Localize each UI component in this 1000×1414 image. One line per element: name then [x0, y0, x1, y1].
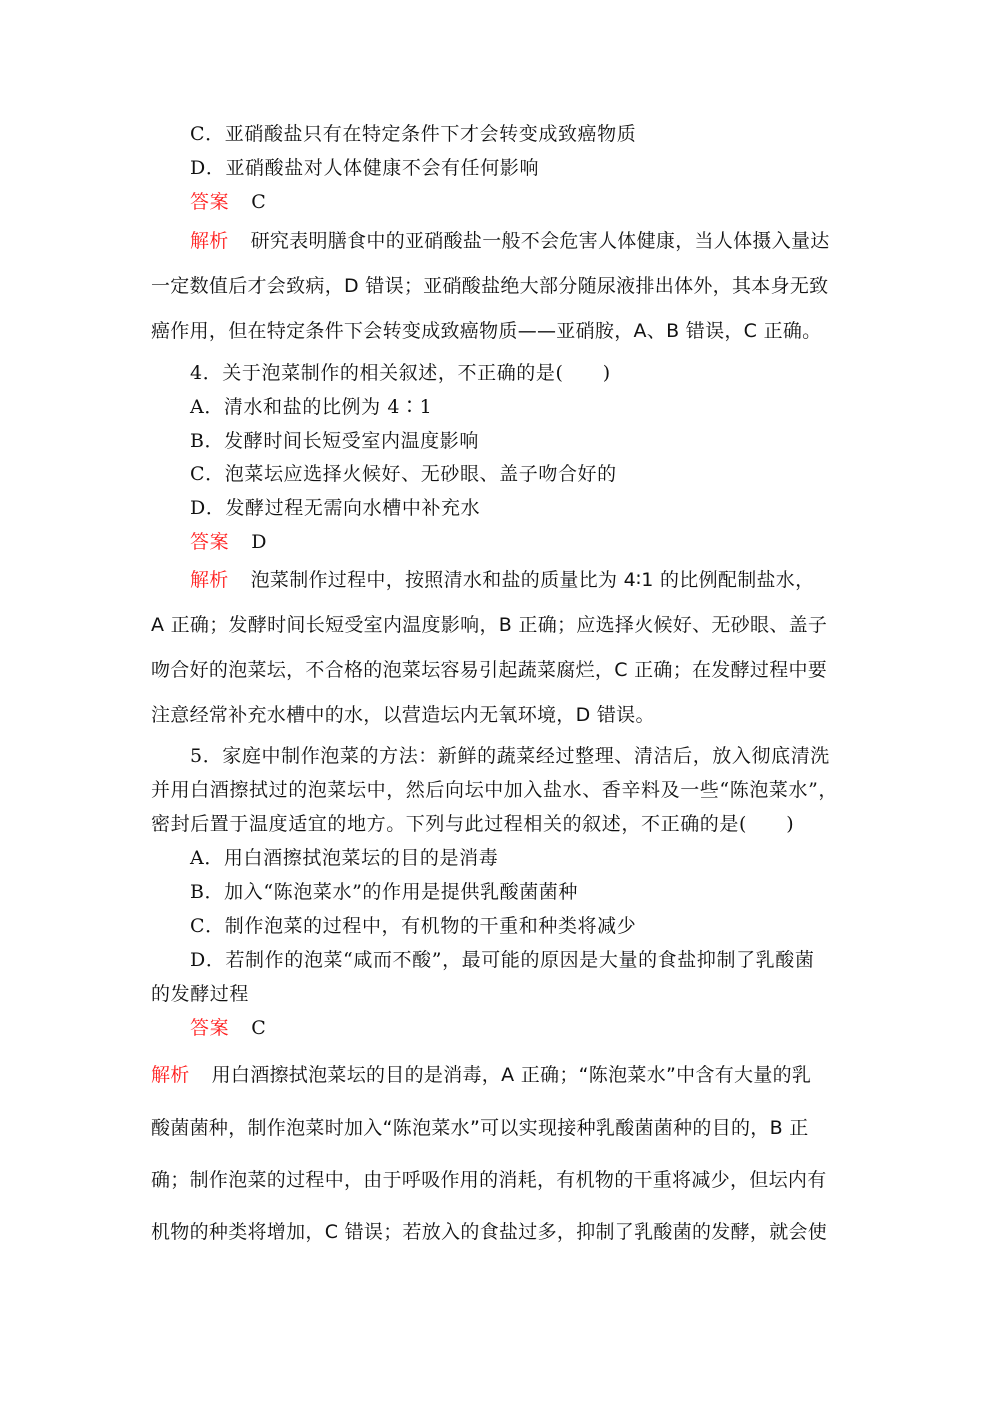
- option-text: 清水和盐的比例为 4∶1: [223, 396, 433, 418]
- option-label: D．: [190, 949, 226, 971]
- option-text: 发酵时间长短受室内温度影响: [224, 430, 479, 452]
- option-text: 亚硝酸盐对人体健康不会有任何影响: [225, 157, 540, 179]
- option-d: [190, 496, 480, 520]
- analysis-line: 一定数值后才会致病，D 错误；亚硝酸盐绝大部分随尿液排出体外，其本身无致: [151, 275, 829, 297]
- analysis-line: 机物的种类将增加，C 错误；若放入的食盐过多，抑制了乳酸菌的发酵，就会使: [151, 1221, 828, 1243]
- option-label: D．: [190, 497, 226, 519]
- option-label: C．: [190, 463, 225, 485]
- option-b: [190, 880, 578, 904]
- analysis-line: 癌作用，但在特定条件下会转变成致癌物质——亚硝胺，A、B 错误，C 正确。: [151, 320, 822, 342]
- answer-value: C: [251, 1017, 267, 1039]
- option-label: B．: [190, 430, 225, 452]
- option-b: [190, 429, 479, 453]
- analysis-line: 吻合好的泡菜坛，不合格的泡菜坛容易引起蔬菜腐烂，C 正确；在发酵过程中要: [151, 659, 828, 681]
- option-a: [190, 846, 498, 870]
- option-c: [190, 122, 636, 146]
- question-stem: 密封后置于温度适宜的地方。下列与此过程相关的叙述，不正确的是( ): [151, 813, 795, 835]
- analysis-line: 注意经常补充水槽中的水，以营造坛内无氧环境，D 错误。: [151, 704, 655, 726]
- option-text: 若制作的泡菜“咸而不酸”，最可能的原因是大量的食盐抑制了乳酸菌: [225, 949, 815, 971]
- analysis-line: A 正确；发酵时间长短受室内温度影响，B 正确；应选择火候好、无砂眼、盖子: [151, 614, 828, 636]
- answer-label: 答案: [190, 1017, 230, 1039]
- option-label: A．: [190, 847, 224, 869]
- option-text: 发酵过程无需向水槽中补充水: [225, 497, 481, 519]
- answer-row: [190, 530, 267, 554]
- answer-row: [190, 190, 266, 214]
- option-text: 亚硝酸盐只有在特定条件下才会转变成致癌物质: [224, 123, 637, 145]
- analysis-line: 解析 泡菜制作过程中，按照清水和盐的质量比为 4∶1 的比例配制盐水，: [190, 569, 815, 591]
- option-d: [190, 156, 539, 180]
- answer-row: [190, 1016, 266, 1040]
- option-label: C．: [190, 123, 225, 145]
- option-text: 加入“陈泡菜水”的作用是提供乳酸菌菌种: [224, 881, 578, 903]
- option-d-continuation: 的发酵过程: [151, 983, 250, 1005]
- analysis-label: 解析: [190, 569, 229, 591]
- option-text: 泡菜坛应选择火候好、无砂眼、盖子吻合好的: [224, 463, 617, 485]
- option-label: A．: [190, 396, 224, 418]
- option-text: 用白酒擦拭泡菜坛的目的是消毒: [223, 847, 499, 869]
- option-d: [190, 948, 814, 972]
- question-stem: 5．家庭中制作泡菜的方法：新鲜的蔬菜经过整理、清洁后，放入彻底清洗: [190, 745, 830, 767]
- option-a: [190, 395, 432, 419]
- option-c: [190, 462, 617, 486]
- option-label: D．: [190, 157, 226, 179]
- question-stem: 4．关于泡菜制作的相关叙述，不正确的是( ): [190, 362, 611, 384]
- analysis-line: 确；制作泡菜的过程中，由于呼吸作用的消耗，有机物的干重将减少，但坛内有: [151, 1169, 827, 1191]
- analysis-line: 解析 用白酒擦拭泡菜坛的目的是消毒，A 正确；“陈泡菜水”中含有大量的乳: [151, 1064, 812, 1086]
- option-label: C．: [190, 915, 225, 937]
- question-stem: 并用白酒擦拭过的泡菜坛中，然后向坛中加入盐水、香辛料及一些“陈泡菜水”，: [151, 779, 839, 801]
- analysis-line: 酸菌菌种，制作泡菜时加入“陈泡菜水”可以实现接种乳酸菌菌种的目的，B 正: [151, 1117, 809, 1139]
- answer-label: 答案: [190, 531, 230, 553]
- option-c: [190, 914, 636, 938]
- option-text: 制作泡菜的过程中，有机物的干重和种类将减少: [224, 915, 637, 937]
- analysis-label: 解析: [151, 1064, 190, 1086]
- analysis-line: 解析 研究表明膳食中的亚硝酸盐一般不会危害人体健康，当人体摄入量达: [190, 230, 830, 252]
- answer-value: C: [251, 191, 267, 213]
- analysis-label: 解析: [190, 230, 229, 252]
- answer-value: D: [251, 531, 268, 553]
- answer-label: 答案: [190, 191, 230, 213]
- option-label: B．: [190, 881, 225, 903]
